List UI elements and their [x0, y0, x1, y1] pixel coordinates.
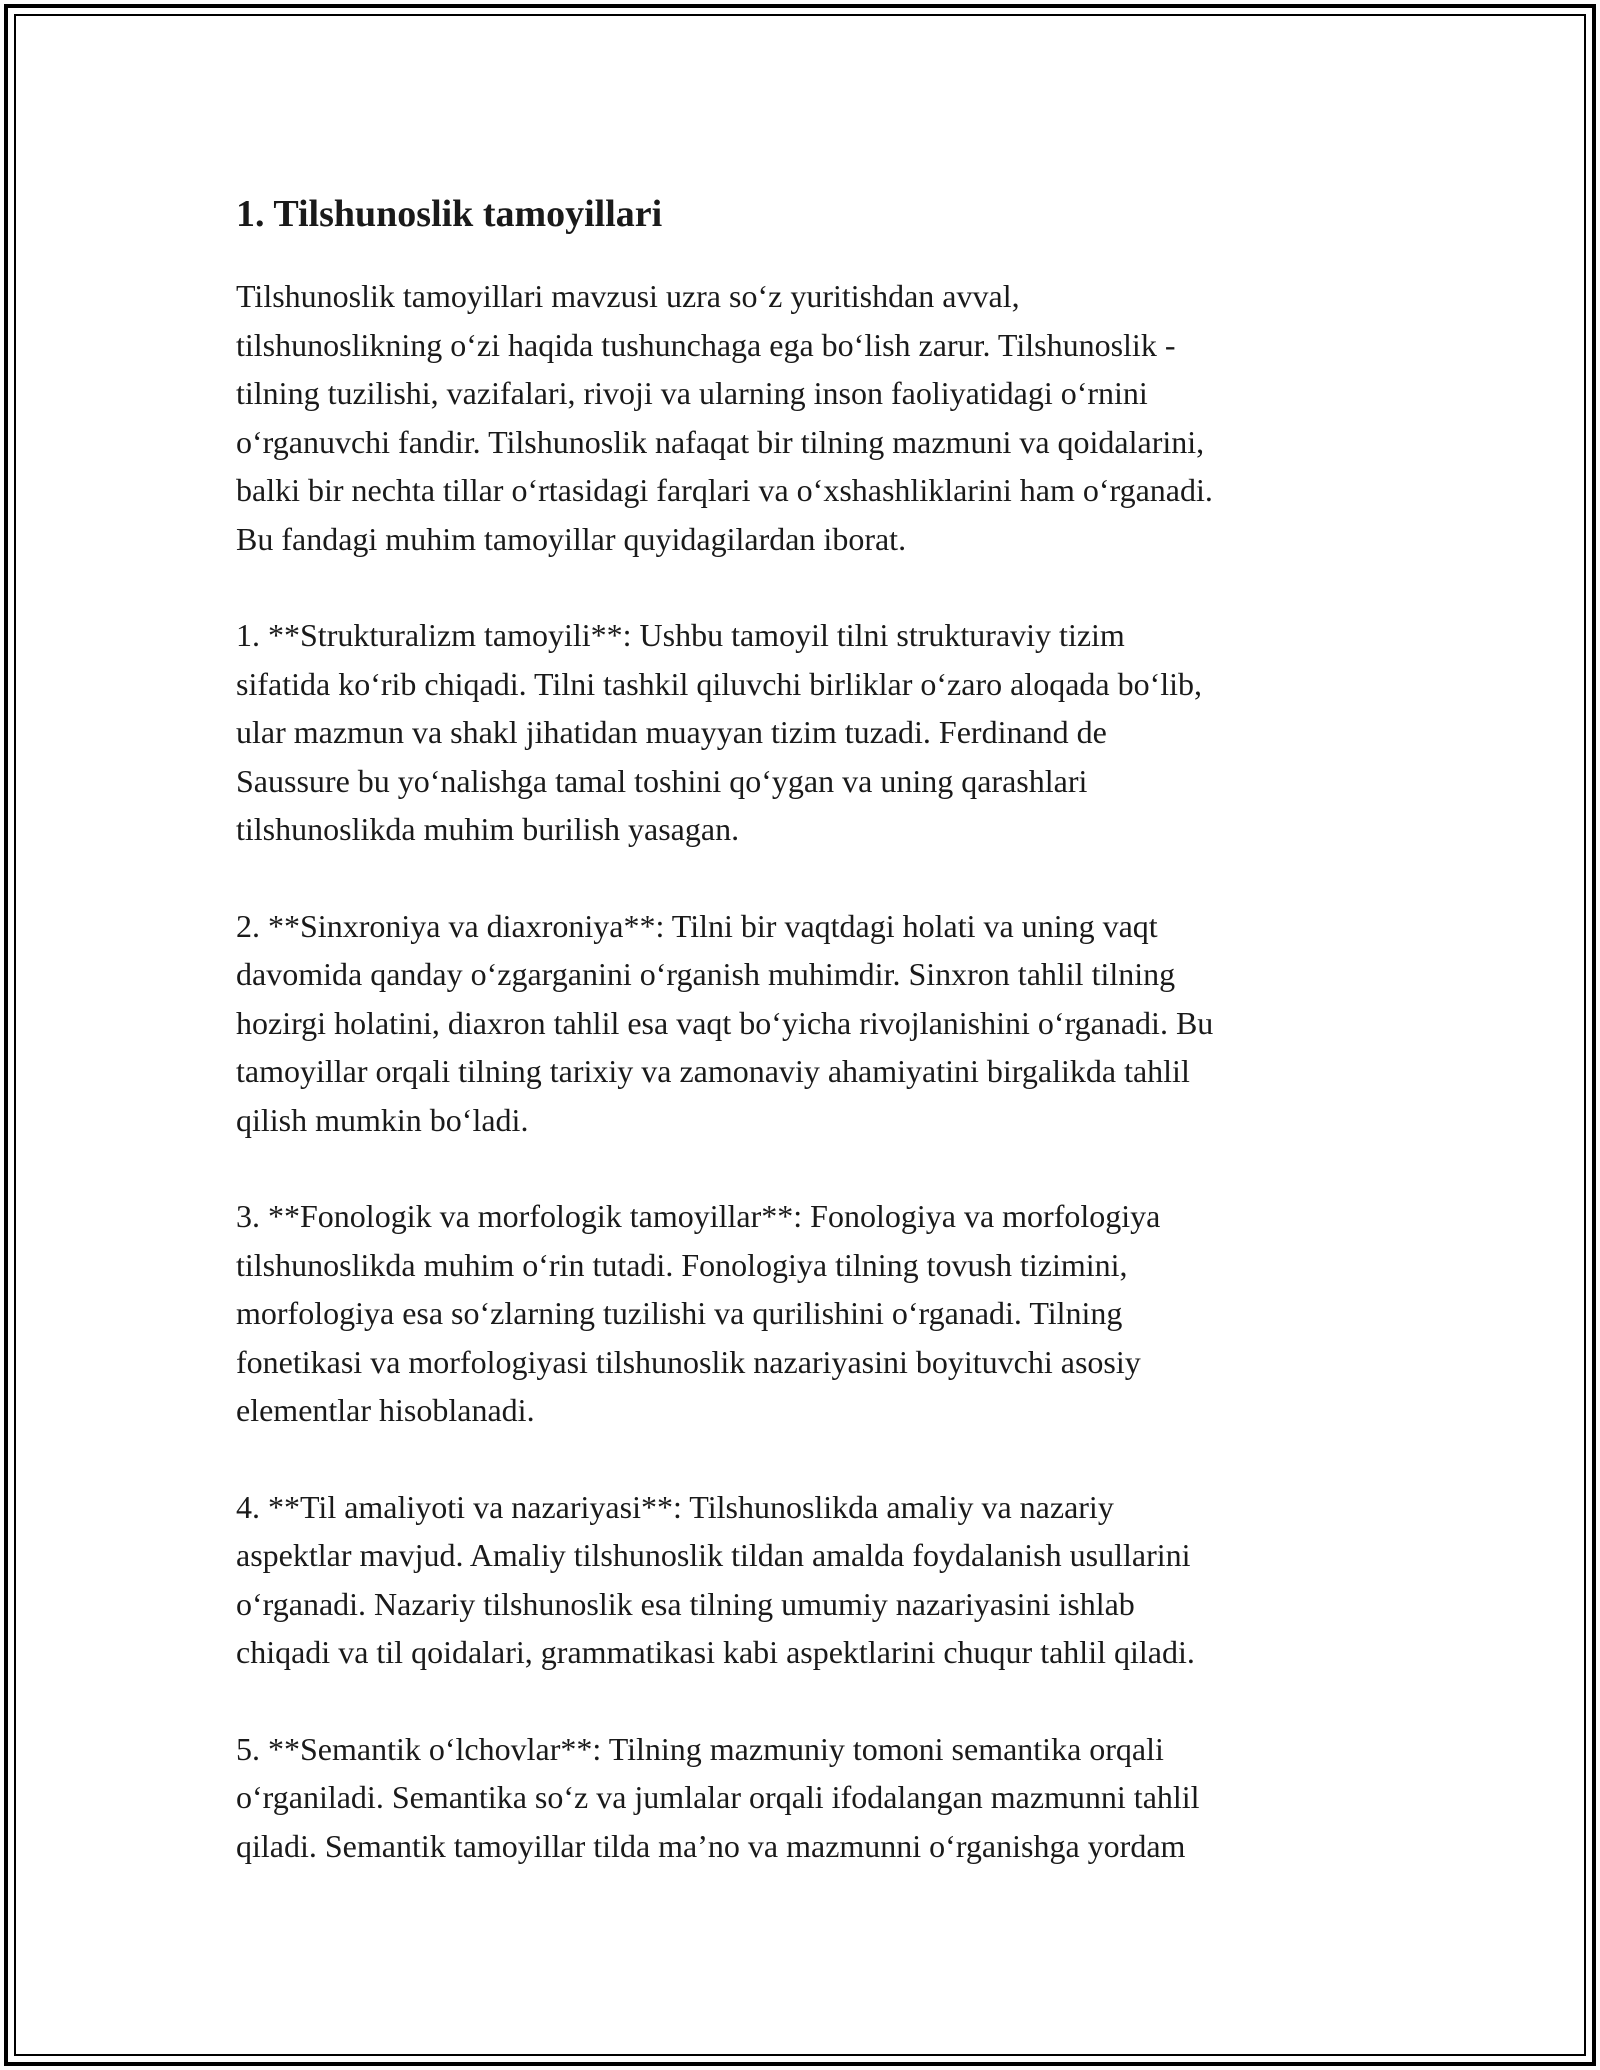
text-line: qilish mumkin bo‘ladi. [236, 1101, 529, 1138]
intro-paragraph [236, 272, 1396, 563]
text-line: Tilshunoslik tamoyillari mavzusi uzra so‘z yuritishdan avval, [236, 278, 1020, 314]
principle-3-paragraph [236, 1192, 1396, 1435]
principle-4-paragraph [236, 1483, 1396, 1677]
text-line: o‘rganiladi. Semantika so‘z va jumlalar orqali ifodalangan mazmunni tahlil [236, 1779, 1200, 1815]
text-line: davomida qanday o‘zgarganini o‘rganish muhimdir. Sinxron tahlil tilning [236, 956, 1176, 992]
text-line: qiladi. Semantik tamoyillar tilda ma’no va mazmunni o‘rganishga yordam [236, 1827, 1186, 1864]
text-line: o‘rganuvchi fandir. Tilshunoslik nafaqat bir tilning mazmuni va qoidalarini, [236, 423, 1205, 460]
text-line: 4. **Til amaliyoti va nazariyasi**: Tilshunoslikda amaliy va nazariy [236, 1488, 1114, 1525]
text-line: elementlar hisoblanadi. [236, 1392, 535, 1428]
text-line: Saussure bu yo‘nalishga tamal toshini qo‘ygan va uning qarashlari [236, 762, 1088, 799]
text-line: sifatida ko‘rib chiqadi. Tilni tashkil qiluvchi birliklar o‘zaro aloqada bo‘lib, [236, 665, 1203, 702]
text-line: 1. **Strukturalizm tamoyili**: Ushbu tamoyil tilni strukturaviy tizim [236, 617, 1125, 653]
principle-1-paragraph [236, 611, 1396, 854]
text-line: tilshunoslikda muhim burilish yasagan. [236, 811, 740, 847]
text-line: tilshunoslikda muhim o‘rin tutadi. Fonologiya tilning tovush tizimini, [236, 1246, 1128, 1283]
text-line: chiqadi va til qoidalari, grammatikasi kabi aspektlarini chuqur tahlil qiladi. [236, 1634, 1195, 1670]
text-line: morfologiya esa so‘zlarning tuzilishi va qurilishini o‘rganadi. Tilning [236, 1295, 1123, 1331]
text-line: o‘rganadi. Nazariy tilshunoslik esa tilning umumiy nazariyasini ishlab [236, 1585, 1135, 1622]
text-line: 3. **Fonologik va morfologik tamoyillar**: Fonologiya va morfologiya [236, 1198, 1161, 1234]
text-line: ular mazmun va shakl jihatidan muayyan tizim tuzadi. Ferdinand de [236, 714, 1107, 750]
text-line: tilshunoslikning o‘zi haqida tushunchaga ega bo‘lish zarur. Tilshunoslik - [236, 326, 1176, 363]
text-line: tamoyillar orqali tilning tarixiy va zamonaviy ahamiyatini birgalikda tahlil [236, 1053, 1190, 1089]
text-line: 2. **Sinxroniya va diaxroniya**: Tilni bir vaqtdagi holati va uning vaqt [236, 907, 1158, 944]
section-heading: 1. Tilshunoslik tamoyillari [236, 193, 663, 235]
text-line: tilning tuzilishi, vazifalari, rivoji va ularning inson faoliyatidagi o‘rnini [236, 375, 1148, 411]
text-line: aspektlar mavjud. Amaliy tilshunoslik tildan amalda foydalanish usullarini [236, 1537, 1191, 1573]
text-line: 5. **Semantik o‘lchovlar**: Tilning mazmuniy tomoni semantika orqali [236, 1730, 1164, 1767]
principle-5-paragraph [236, 1725, 1396, 1871]
text-line: Bu fandagi muhim tamoyillar quyidagilardan iborat. [236, 520, 907, 557]
text-line: fonetikasi va morfologiyasi tilshunoslik nazariyasini boyituvchi asosiy [236, 1343, 1141, 1380]
text-line: hozirgi holatini, diaxron tahlil esa vaqt bo‘yicha rivojlanishini o‘rganadi. Bu [236, 1004, 1214, 1041]
document-page [236, 186, 1396, 1918]
text-line: balki bir nechta tillar o‘rtasidagi farqlari va o‘xshashliklarini ham o‘rganadi. [236, 472, 1213, 508]
principle-2-paragraph [236, 902, 1396, 1145]
